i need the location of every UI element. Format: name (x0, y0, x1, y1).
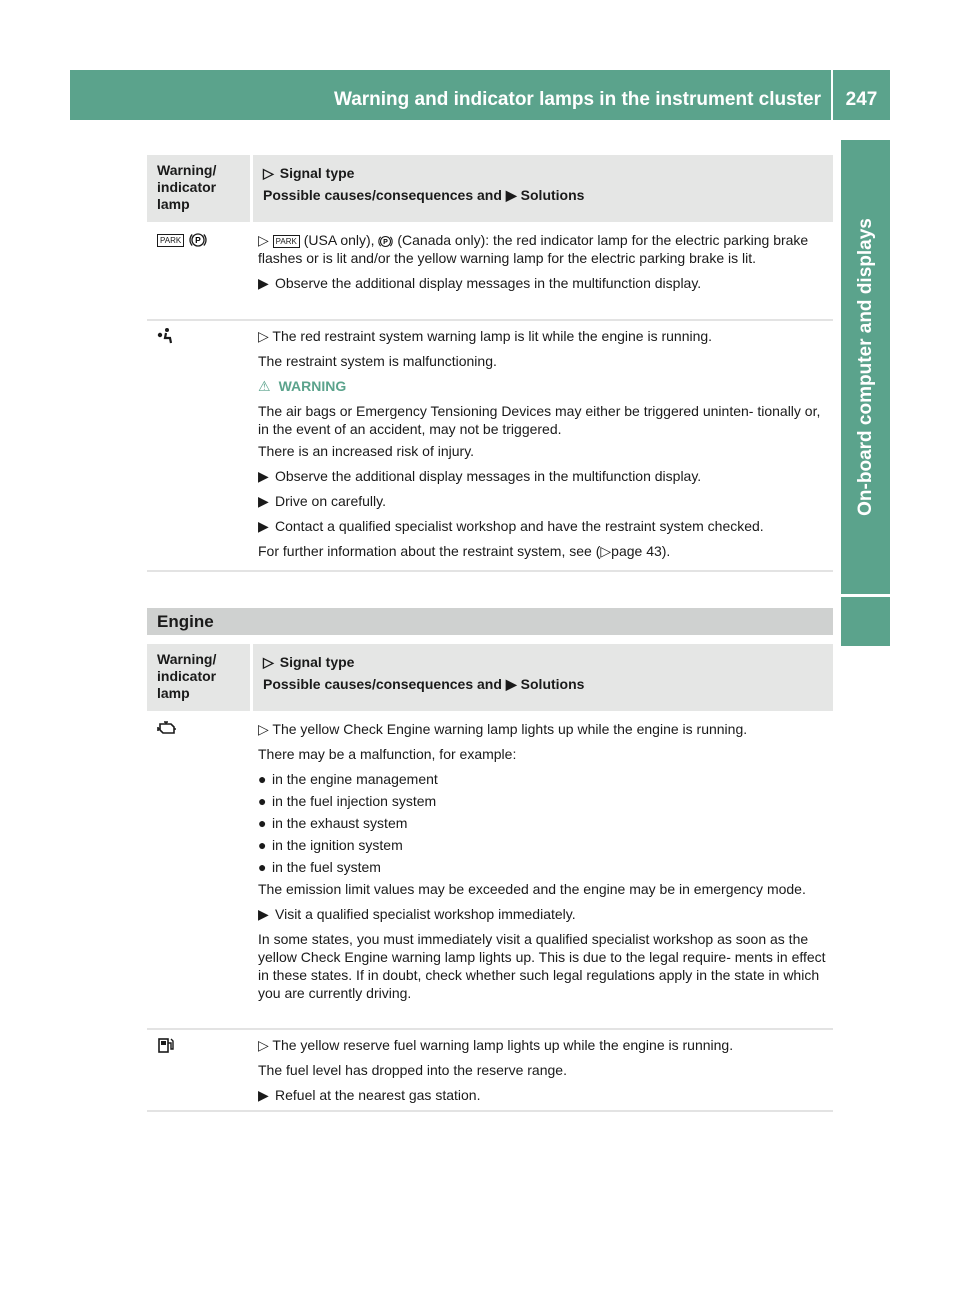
arrow-icon: ▶ (258, 275, 269, 291)
park-icon: PARK (157, 234, 184, 247)
signal-icon: ▷ (258, 328, 273, 344)
engine-icon (157, 720, 177, 736)
arrow-icon: ▶ (505, 186, 517, 203)
restraint-system-lamp (157, 327, 173, 350)
header-signal-column: ▷ Signal type Possible causes/consequences and ▶ Solutions (253, 155, 833, 222)
fuel-pump-icon (157, 1036, 175, 1054)
header-lamp-column: Warning/ indicator lamp (147, 644, 250, 711)
list-item: ● in the exhaust system (258, 815, 408, 831)
signal-icon: ▷ (258, 721, 273, 737)
arrow-icon: ▶ (258, 468, 269, 484)
warning-triangle-icon: ⚠ (258, 378, 271, 394)
signal-icon: ▷ (258, 232, 273, 248)
header-lamp-column: Warning/ indicator lamp (147, 155, 250, 222)
list-item: ● in the engine management (258, 771, 438, 787)
list-item: ● in the fuel injection system (258, 793, 437, 809)
reserve-fuel-lamp (157, 1036, 175, 1059)
park-brake-lamp (157, 231, 207, 249)
table-header (147, 155, 833, 222)
chapter-marker (841, 597, 890, 646)
table-row: PARK P ▷ PARK (USA only), P (Canada only): the red indicator lamp for the electric parking brake flashes or is lit and/or the yellow warning lamp for the electric parking brake is lit. ▶ Observe the additional display messages in the multifunction display. (147, 231, 833, 321)
parking-brake-circle-icon (189, 231, 207, 249)
header-bar (70, 70, 831, 120)
signal-icon: ▷ (258, 1037, 273, 1053)
table-row: ▷ The yellow Check Engine warning lamp lights up while the engine is running. There may be a malfunction, for example: ● in the engine management ● in the fuel injection system ● in the exhaust system ● in the ignition system ● in the fuel system The emission limit values may be exceeded and the engine may be in emergency mode. ▶ Visit a qualified specialist workshop immediately. In some states, you must immediately visit a qualified specialist workshop as soon as the yellow Check Engine warning lamp lights up. This is due to the legal require- ments in effect in these states. If in doubt, check whether such legal regulations apply in the state in which you are currently driving. (147, 720, 833, 1030)
page-ref-icon: ▷ (600, 543, 612, 559)
table-row: ▷ The red restraint system warning lamp is lit while the engine is running. The restraint system is malfunctioning. ⚠ WARNING The air bags or Emergency Tensioning Devices may either be triggered uninten- tionally or, in the event of an accident, may not be triggered. There is an increased risk of injury. ▶ Observe the additional display messages in the multifunction display. ▶ Drive on carefully. ▶ Contact a qualified specialist workshop and have the restraint system checked. For further information about the restraint system, see (▷page 43). (147, 327, 833, 572)
seated-person-airbag-icon (157, 327, 173, 345)
table-row: ▷ The yellow reserve fuel warning lamp lights up while the engine is running. The fuel level has dropped into the reserve range. ▶ Refuel at the nearest gas station. (147, 1036, 833, 1112)
svg-text:P: P (383, 237, 389, 246)
list-item: ● in the fuel system (258, 859, 381, 875)
arrow-icon: ▶ (505, 675, 517, 692)
warning-label: ⚠ WARNING (258, 378, 347, 394)
park-icon: PARK (273, 235, 300, 248)
svg-text:P: P (194, 235, 201, 246)
table-header (147, 644, 833, 711)
signal-icon: ▷ (263, 653, 274, 670)
arrow-icon: ▶ (258, 518, 269, 534)
arrow-icon: ▶ (258, 493, 269, 509)
chapter-tab-label: On-board computer and displays (854, 218, 876, 516)
signal-icon: ▷ (263, 164, 274, 181)
arrow-icon: ▶ (258, 906, 269, 922)
chapter-tab (841, 140, 890, 594)
page-number: 247 (833, 70, 890, 120)
parking-brake-circle-icon (378, 234, 393, 249)
check-engine-lamp (157, 720, 177, 741)
list-item: ● in the ignition system (258, 837, 403, 853)
page-reference-link[interactable]: page 43). (611, 543, 671, 559)
section-title-engine: Engine (147, 608, 833, 635)
header-signal-column: ▷ Signal type Possible causes/consequences and ▶ Solutions (253, 644, 833, 711)
arrow-icon: ▶ (258, 1087, 269, 1103)
header-title: Warning and indicator lamps in the instrument cluster (333, 89, 821, 110)
